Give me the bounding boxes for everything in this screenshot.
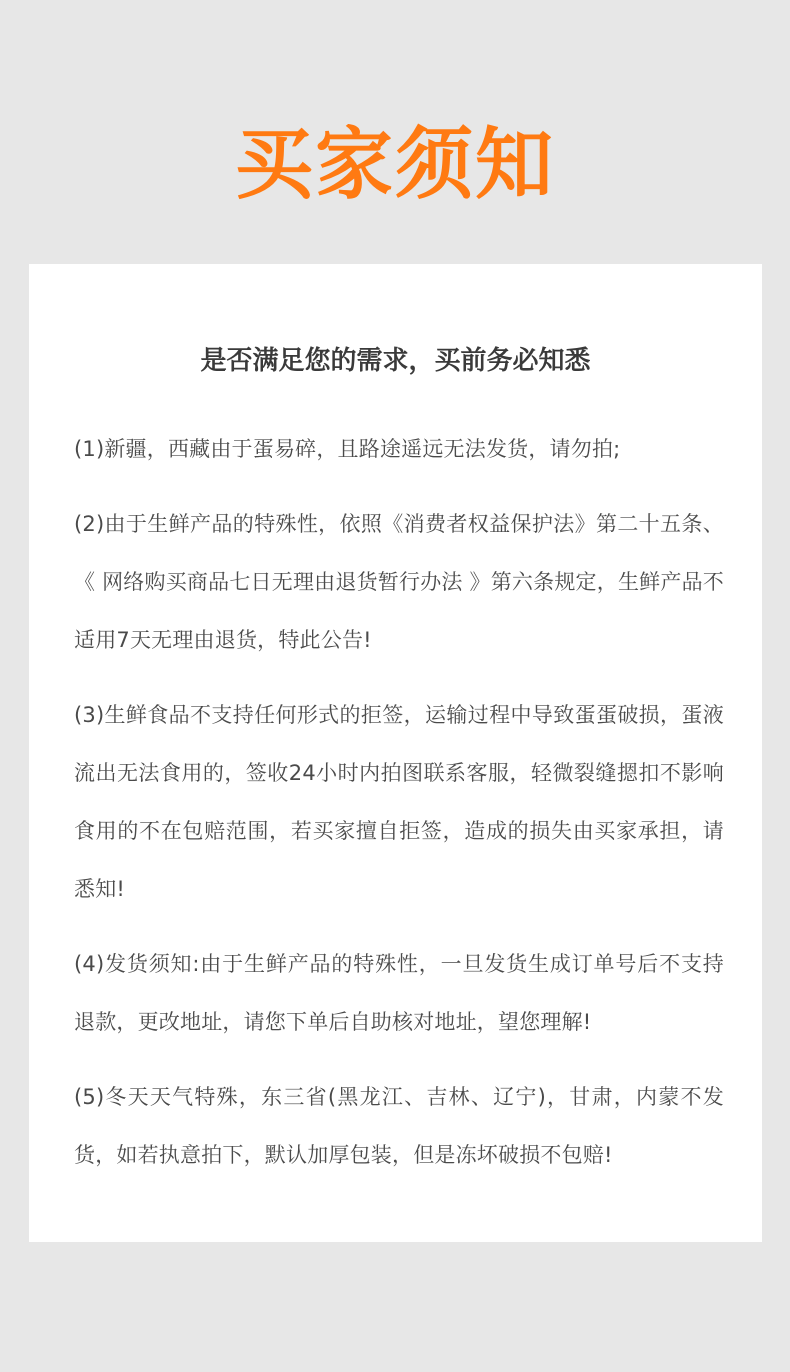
notice-item-1: (1)新疆，西藏由于蛋易碎，且路途遥远无法发货，请勿拍;: [74, 437, 621, 461]
notice-card: [29, 264, 762, 1242]
notice-heading: 是否满足您的需求，买前务必知悉: [200, 346, 591, 376]
notice-list: [74, 420, 724, 1201]
page-title: 买家须知: [234, 120, 555, 210]
notice-item-3: (3)生鲜食品不支持任何形式的拒签，运输过程中导致蛋蛋破损，蛋液流出无法食用的，签收24小时内拍图联系客服，轻微裂缝摁扣不影响食用的不在包赔范围，若买家擅自拒签，造成的损失由买家承担，请悉知!: [74, 703, 724, 901]
notice-item-4: (4)发货须知:由于生鲜产品的特殊性，一旦发货生成订单号后不支持退款，更改地址，请您下单后自助核对地址，望您理解!: [74, 952, 724, 1034]
notice-item-2: (2)由于生鲜产品的特殊性，依照《消费者权益保护法》第二十五条、《 网络购买商品七日无理由退货暂行办法 》第六条规定，生鲜产品不适用7天无理由退货，特此公告!: [74, 512, 724, 652]
notice-item-5: (5)冬天天气特殊，东三省(黑龙江、吉林、辽宁)，甘肃，内蒙不发货，如若执意拍下，默认加厚包装，但是冻坏破损不包赔!: [74, 1085, 724, 1167]
